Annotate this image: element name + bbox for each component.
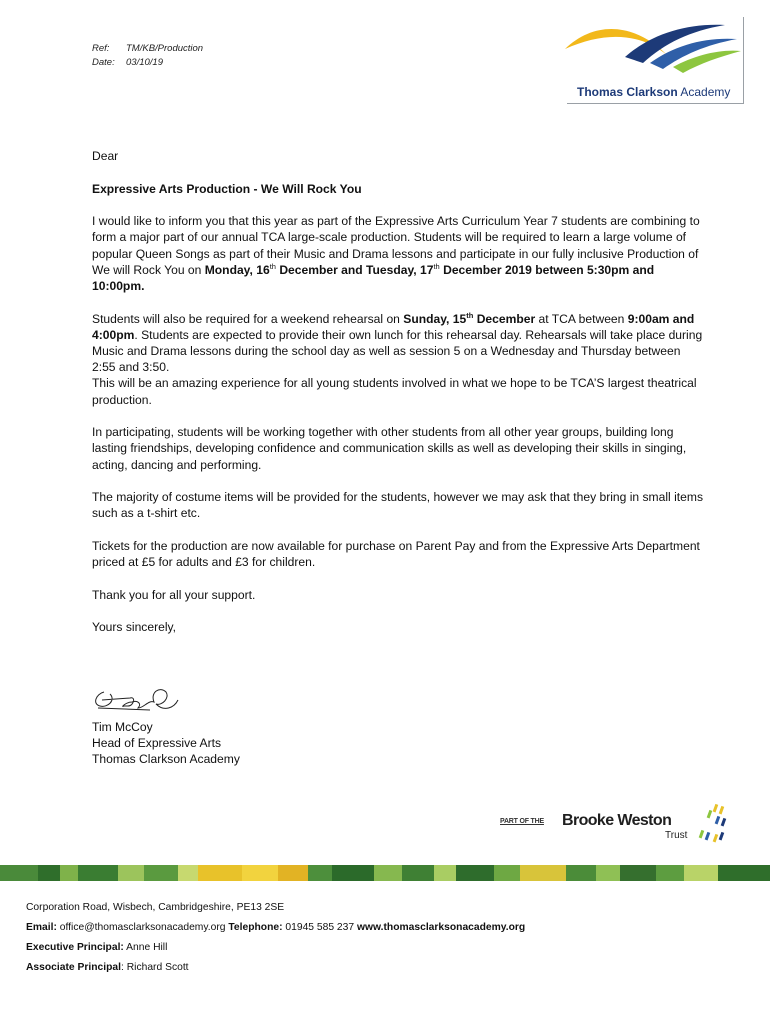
p1-sup-a: th: [269, 261, 276, 271]
greeting: Dear: [92, 149, 119, 163]
stripe-segment: [596, 865, 620, 881]
academy-name-bold: Thomas Clarkson: [577, 85, 678, 99]
stripe-segment: [178, 865, 198, 881]
stripe-segment: [198, 865, 242, 881]
trust-label: Trust: [665, 830, 688, 841]
thomas-clarkson-academy-logo: [555, 15, 745, 107]
signer-title: Head of Expressive Arts: [92, 736, 222, 751]
p1-sup-b: th: [433, 261, 440, 271]
signer-name: Tim McCoy: [92, 720, 153, 734]
footer: [26, 898, 525, 978]
academy-swoosh-icon: [555, 15, 745, 85]
stripe-segment: [278, 865, 308, 881]
stripe-segment: [684, 865, 718, 881]
paragraph-6: Thank you for all your support.: [92, 587, 256, 602]
ref-value: TM/KB/Production: [126, 43, 204, 54]
stripe-segment: [566, 865, 596, 881]
telephone-label: Telephone:: [228, 922, 283, 933]
p1-bold-b: December and Tuesday, 17: [275, 262, 434, 277]
footer-contact: [26, 918, 525, 938]
stripe-segment: [308, 865, 332, 881]
date-label: Date:: [92, 57, 115, 68]
closing: Yours sincerely,: [92, 620, 177, 635]
ref-line: [92, 42, 203, 56]
paragraph-3: In participating, students will be working together with other students from all other year groups, building long lasting friendships, developing confidence and communication skills as well as developing their skills in singing, acting, dancing and performing.: [92, 425, 687, 472]
signer-organisation: Thomas Clarkson Academy: [92, 752, 240, 767]
brooke-weston-mark-icon: [692, 802, 732, 848]
p2-text-d: This will be an amazing experience for all young students involved in what we hope to be TCA’S largest theatrical production.: [92, 376, 697, 407]
p2-bold-c: 9:00am and 4:00pm: [92, 311, 695, 342]
p2-sup: th: [466, 310, 474, 320]
letter-body: [92, 148, 704, 652]
ref-label: Ref:: [92, 43, 110, 54]
email-label: Email:: [26, 922, 57, 933]
executive-principal-value: Anne Hill: [123, 942, 168, 953]
associate-principal-colon: :: [121, 962, 124, 973]
footer-address: Corporation Road, Wisbech, Cambridgeshire, PE13 2SE: [26, 902, 285, 913]
stripe-segment: [332, 865, 374, 881]
associate-principal-label: Associate Principal: [26, 962, 121, 973]
paragraph-1: [92, 213, 704, 294]
brooke-weston-trust-logo: [500, 800, 735, 850]
stripe-segment: [402, 865, 434, 881]
subject-line: Expressive Arts Production - We Will Rock You: [92, 181, 362, 196]
stripe-segment: [78, 865, 118, 881]
stripe-segment: [118, 865, 144, 881]
stripe-segment: [494, 865, 520, 881]
decorative-color-stripe: [0, 865, 770, 881]
stripe-segment: [242, 865, 278, 881]
website: www.thomasclarksonacademy.org: [356, 922, 526, 933]
academy-name-rest: Academy: [677, 85, 731, 99]
p2-text-c: . Students are expected to provide their own lunch for this rehearsal day. Rehearsals will take place during Music and Drama lessons during the school day as well as session 5 on a Wednesday and Thursday between 2:55 and 3:50.: [92, 327, 703, 375]
stripe-segment: [718, 865, 770, 881]
stripe-segment: [434, 865, 456, 881]
date-value: 03/10/19: [126, 57, 163, 68]
paragraph-5: Tickets for the production are now available for purchase on Parent Pay and from the Expressive Arts Department priced at £5 for adults and £3 for children.: [92, 539, 700, 570]
executive-principal-label: Executive Principal:: [26, 942, 124, 953]
p1-text: I would like to inform you that this year as part of the Expressive Arts Curriculum Year 7 students are combining to form a major part of our annual TCA large-scale production. Students will be required to learn a large volume of popular Queen Songs as part of their Music and Drama lessons and participate in our fully inclusive Production of We will Rock You on: [92, 214, 700, 277]
stripe-segment: [656, 865, 684, 881]
stripe-segment: [520, 865, 566, 881]
p1-bold-a: Monday, 16: [204, 262, 270, 277]
stripe-segment: [374, 865, 402, 881]
associate-principal: [26, 958, 525, 978]
p2-text-b: at TCA between: [535, 311, 628, 326]
stripe-segment: [620, 865, 656, 881]
p2-bold-a: Sunday, 15: [403, 311, 467, 326]
date-line: [92, 56, 203, 70]
paragraph-4: The majority of costume items will be provided for the students, however we may ask that they bring in small items such as a t-shirt etc.: [92, 490, 703, 521]
email-value: office@thomasclarksonacademy.org: [56, 922, 229, 933]
p1-bold-c: December 2019 between 5:30pm and 10:00pm.: [92, 262, 655, 293]
signer-block: [92, 719, 240, 768]
p2-bold-b: December: [473, 311, 536, 326]
stripe-segment: [60, 865, 78, 881]
telephone-value: 01945 585 237: [282, 922, 357, 933]
stripe-segment: [456, 865, 494, 881]
stripe-segment: [38, 865, 60, 881]
stripe-segment: [144, 865, 178, 881]
part-of-the-label: PART OF THE: [500, 818, 544, 825]
p2-text-a: Students will also be required for a weekend rehearsal on: [92, 311, 404, 326]
handwritten-signature: [90, 678, 190, 720]
paragraph-2: [92, 311, 704, 408]
reference-block: [92, 42, 203, 70]
brooke-weston-name: Brooke Weston: [562, 812, 672, 829]
executive-principal: [26, 938, 525, 958]
associate-principal-value: Richard Scott: [123, 962, 189, 973]
academy-name: [577, 85, 730, 99]
stripe-segment: [0, 865, 38, 881]
